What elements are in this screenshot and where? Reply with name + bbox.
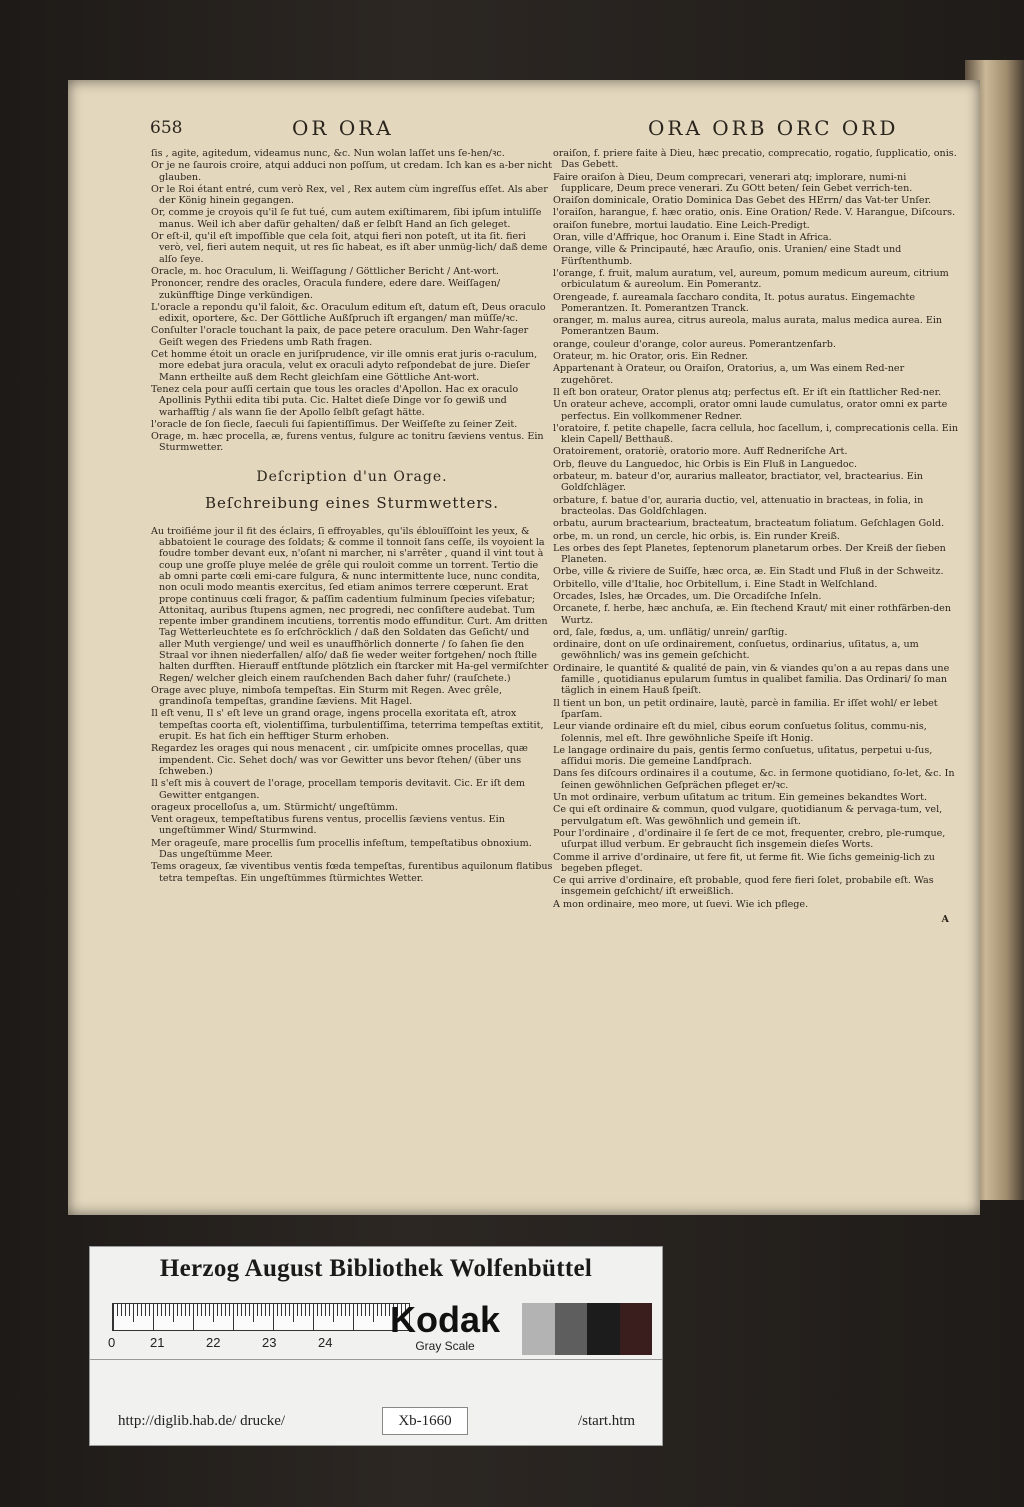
ruler-number: 21 [150,1335,165,1350]
ruler-number: 22 [206,1335,221,1350]
ruler-tick [329,1304,330,1316]
ruler-tick [305,1304,306,1316]
ruler-tick [133,1304,134,1322]
ruler-tick [365,1304,366,1316]
ruler-number: 0 [108,1335,116,1350]
ruler-tick [341,1304,342,1316]
ruler-tick [293,1304,294,1322]
dictionary-entry: l'oraiſon, harangue, f. hæc oratio, onis. Eine Oration/ Rede. V. Harangue, Diſcours. [553,207,956,219]
dictionary-entry: Orage, m. hæc procella, æ, furens ventus, fulgure ac tonitru ſæviens ventus. Ein Sturmwetter. [151,431,544,454]
dictionary-entry: orbatu, aurum bractearium, bracteatum, bracteatum foliatum. Geſchlagen Gold. [553,518,945,530]
ruler-tick [165,1304,166,1316]
dictionary-entry: Or je ne ſaurois croire, atqui adduci non poſſum, ut credam. Ich kan es a-ber nicht glauben. [151,160,553,183]
dictionary-entry: Ordinaire, le quantité & qualité de pain, vin & viandes qu'on a au repas dans une famille , quotidianus epularum ſumtus in qualibet familia. Das Ordinari/ ſo man täglich in einem Hauß ſpeiſt. [553,662,950,697]
dictionary-entry: Il tient un bon, un petit ordinaire, lautè, parcè in familia. Er iſſet wohl/ er lebet ſparſam. [553,697,938,720]
ruler-tick [213,1304,214,1322]
dictionary-entry: Cet homme étoit un oracle en juriſprudence, vir ille omnis erat juris o-raculum, more edebat jura oracula, velut ex oraculi adyto reſpondebat de jure. Dieſer Mann ertheilte auß dem Recht gleichſam eine Göttliche Ant-wort. [151,349,538,383]
running-head-right: ORA ORB ORC ORD [648,116,899,140]
ruler-tick [301,1304,302,1316]
dictionary-entry: Ce qui eſt ordinaire & commun, quod vulgare, quotidianum & pervaga-tum, vel, pervulgatum eſt. Was gewöhnlich und gemein iſt. [553,804,943,827]
dictionary-entry: Orengeade, f. aureamala ſaccharo condita, It. potus auratus. Eingemachte Pomerantzen. It. Pomerantzen Tranck. [553,291,916,314]
ruler-tick [233,1304,234,1330]
gray-patch [555,1303,588,1355]
library-target-card [89,1246,663,1446]
dictionary-entry: L'oracle a repondu qu'il faloit, &c. Oraculum editum eſt, datum eſt, Deus oraculo edixit, oportere, &c. Der Göttliche Außſpruch iſt ergangen/ man müſſe/ꝛc. [151,301,546,325]
dictionary-entry: Vent orageux, tempeſtatibus furens ventus, procellis ſæviens ventus. Ein ungeſtümmer Wind/ Sturmwind. [151,814,505,837]
dictionary-entry: orange, couleur d'orange, color aureus. Pomerantzenfarb. [553,338,836,350]
ruler-tick [121,1304,122,1316]
ruler-tick [289,1304,290,1316]
ruler-tick [357,1304,358,1316]
ruler-tick [337,1304,338,1316]
ruler-scale [112,1303,410,1331]
ruler-tick [333,1304,334,1322]
ruler-tick [361,1304,362,1316]
dictionary-entry: oraiſon funebre, mortui laudatio. Eine Leich-Predigt. [553,219,810,231]
dictionary-entry: Prononcer, rendre des oracles, Oracula fundere, edere dare. Weiſſagen/ zukünfftige Dinge verkündigen. [151,278,501,301]
right-column [553,148,959,925]
ruler-tick [225,1304,226,1316]
ruler-tick [261,1304,262,1316]
ruler-tick [145,1304,146,1316]
dictionary-entry: oraiſon, f. priere faite à Dieu, hæc precatio, comprecatio, rogatio, ſupplicatio, onis. Das Gebett. [553,148,957,171]
card-divider [90,1359,662,1360]
dictionary-entry: Appartenant à Orateur, ou Oraiſon, Oratorius, a, um Was einem Red-ner zugehöret. [553,363,905,386]
ruler-tick [313,1304,314,1330]
dictionary-entry: Orbe, ville & riviere de Suiſſe, hæc orca, æ. Ein Stadt und Fluß in der Schweitz. [553,566,944,578]
ruler-tick [273,1304,274,1330]
running-header [68,116,980,146]
ruler-tick [189,1304,190,1316]
ruler-tick [177,1304,178,1316]
ruler-tick [205,1304,206,1316]
dictionary-entry: l'oracle de ſon ſiecle, ſaeculi ſui ſapientiſſimus. Der Weiſſeſte zu ſeiner Zeit. [151,418,518,430]
book-page [68,80,980,1215]
ruler-tick [257,1304,258,1316]
dictionary-entry: Tems orageux, ſæ viventibus ventis fœda tempeſtas, furentibus aquilonum flatibus tetra tempeſtas. Ein ungeſtümmes ſtürmichtes Wetter. [151,861,553,884]
ruler-tick [253,1304,254,1322]
dictionary-entry: l'orange, f. fruit, malum auratum, vel, aureum, pomum medicum aureum, citrium orbiculatum & aureolum. Ein Pomerantz. [553,267,949,291]
dictionary-entry: Un orateur acheve, accompli, orator omni laude cumulatus, orator omni ex parte perfectus. Ein vollkommener Redner. [553,399,948,422]
dictionary-entry: Or le Roi étant entré, cum verò Rex, vel , Rex autem cùm ingreſſus eſſet. Als aber der König hinein gegangen. [151,183,548,207]
dictionary-entry: Les orbes des ſept Planetes, ſeptenorum planetarum orbes. Der Kreiß der ſieben Planeten. [553,542,946,566]
ruler-tick [269,1304,270,1316]
ruler-tick [241,1304,242,1316]
dictionary-entry: Il eſt bon orateur, Orator plenus atq; perfectus eſt. Er iſt ein ſtattlicher Red-ner. [553,386,942,398]
ruler-tick [309,1304,310,1316]
dictionary-entry: Or eſt-il, qu'il eſt impoſſible que cela ſoit, atqui fieri non poteſt, ut ita ſit. fieri verò, vel, fieri autem nequit, ut res ſic habeat, es iſt aber unmüg-lich/ daß deme alſo ſeye. [151,231,548,265]
ruler-tick [345,1304,346,1316]
left-entries [151,148,553,454]
ruler-tick [237,1304,238,1316]
signature-mark: A [941,914,949,925]
gray-patch [522,1303,555,1355]
ruler-tick [125,1304,126,1316]
page-number: 658 [150,118,183,138]
dictionary-entry: orbature, f. batue d'or, auraria ductio, vel, attenuatio in bracteas, in folia, in bracteolas. Das Goldſchlagen. [553,494,924,517]
ruler-tick [113,1304,114,1330]
dictionary-entry: Un mot ordinaire, verbum uſitatum ac tritum. Ein gemeines bekandtes Wort. [553,792,928,804]
ruler-tick [349,1304,350,1316]
dictionary-entry: Il eſt venu, Il s' eſt leve un grand orage, ingens procella exoritata eſt, atrox tempeſtas coorta eſt, violentiſſima, turbulentiſſima, teterrima tempeſtas extitit, erupit. Es hat ſich ein hefftiger Sturm erhoben. [151,708,544,743]
dictionary-entry: Comme il arrive d'ordinaire, ut fere fit, ut ferme fit. Wie ſichs gemeinig-lich zu begeben pfleget. [553,851,935,874]
ruler-tick [157,1304,158,1316]
dictionary-entry: Pour l'ordinaire , d'ordinaire il ſe ſert de ce mot, frequenter, crebro, ple-rumque, uſurpat illud verbum. Er gebraucht ſich insgemein dieſes Worts. [553,827,946,851]
dictionary-entry: Oran, ville d'Affrique, hoc Oranum i. Eine Stadt in Africa. [553,232,832,244]
dictionary-entry: orageux procelloſus a, um. Stürmicht/ ungeſtümm. [151,801,398,813]
left-column [151,148,553,885]
gray-scale-label: Gray Scale [415,1339,475,1353]
dictionary-entry: Orbitello, ville d'Italie, hoc Orbitellum, i. Eine Stadt in Welſchland. [553,578,878,590]
running-head-left: OR ORA [292,116,394,140]
ruler-tick [245,1304,246,1316]
dictionary-entry: Dans ſes diſcours ordinaires il a coutume, &c. in ſermone quotidiano, ſo-let, &c. In ſeinen gewöhnlichen Geſprächen pfleget er/ꝛc. [553,768,955,791]
dictionary-entry: Ce qui arrive d'ordinaire, eſt probable, quod fere fieri ſolet, probabile eſt. Was insgemein geſchicht/ iſt erweißlich. [553,875,934,898]
ruler-tick [201,1304,202,1316]
shelfmark: Xb-1660 [382,1407,468,1435]
measurement-ruler [108,1303,408,1355]
section-subtitle: Beſchreibung eines Sturmwetters. [205,493,499,512]
ruler-tick [141,1304,142,1316]
dictionary-entry: Il s'eſt mis à couvert de l'orage, procellam temporis devitavit. Cic. Er iſt dem Gewitter entgangen. [151,778,526,801]
dictionary-entry: ord, ſale, fœdus, a, um. unflätig/ unrein/ garſtig. [553,626,788,638]
ruler-tick [153,1304,154,1330]
ruler-tick [169,1304,170,1316]
ruler-tick [325,1304,326,1316]
dictionary-entry: Orage avec pluye, nimboſa tempeſtas. Ein Sturm mit Regen. Avec grêle, grandinoſa tempeſtas, grandine ſæviens. Mit Hagel. [151,684,503,708]
dictionary-entry: Le langage ordinaire du pais, gentis ſermo conſuetus, uſitatus, perpetui u-ſus, aſſidui moris. Die gemeine Landſprach. [553,744,933,768]
ruler-tick [193,1304,194,1330]
gray-scale-swatch [522,1303,652,1355]
ruler-tick [285,1304,286,1316]
ruler-tick [317,1304,318,1316]
ruler-tick [117,1304,118,1316]
dictionary-entry: ſis , agite, agitedum, videamus nunc, &c. Nun wolan laſſet uns ſe-hen/ꝛc. [151,148,505,159]
dictionary-entry: Tenez cela pour auſſi certain que tous les oracles d'Apollon. Hac ex oraculo Apollinis Pythii edita tibi puta. Cic. Haltet dieſe Dinge vor ſo gewiß und warhafftig / als wann ſie der Apollo ſelbſt geſagt hätte. [151,383,519,418]
ruler-tick [217,1304,218,1316]
ruler-tick [249,1304,250,1316]
section-title: Deſcription d'un Orage. [256,468,448,485]
ruler-tick [353,1304,354,1330]
dictionary-entry: Orateur, m. hic Orator, oris. Ein Redner. [553,351,749,363]
gray-patch [587,1303,620,1355]
dictionary-entry: Oratoirement, oratoriè, oratorio more. Auff Redneriſche Art. [553,446,848,458]
dictionary-entry: Conſulter l'oracle touchant la paix, de pace petere oraculum. Den Wahr-ſager Geiſt wegen des Friedens umb Rath fragen. [151,325,529,348]
ruler-tick [149,1304,150,1316]
start-page-path: /start.htm [578,1413,636,1429]
ruler-tick [281,1304,282,1316]
ruler-tick [181,1304,182,1316]
gray-patch [620,1303,653,1355]
ruler-tick [197,1304,198,1316]
kodak-logo: Kodak [389,1299,501,1340]
ruler-tick [173,1304,174,1322]
ruler-tick [137,1304,138,1316]
dictionary-entry: A mon ordinaire, meo more, ut ſuevi. Wie ich pflege. [553,898,809,910]
ruler-tick [161,1304,162,1316]
ruler-tick [265,1304,266,1316]
ruler-number: 23 [262,1335,277,1350]
ruler-tick [277,1304,278,1316]
digital-library-url: http://diglib.hab.de/ drucke/ [118,1413,286,1429]
dictionary-entry: Oraiſon dominicale, Oratio Dominica Das Gebet des HErrn/ das Vat-ter Unſer. [553,195,932,207]
dictionary-entry: Leur viande ordinaire eſt du miel, cibus eorum conſuetus ſolitus, commu-nis, ſolennis, mel eſt. Ihre gewöhnliche Speiſe iſt Honig. [553,721,927,744]
dictionary-entry: Orange, ville & Principauté, hæc Arauſio, onis. Uranien/ eine Stadt und Fürſtenthumb. [553,244,902,267]
ruler-tick [129,1304,130,1316]
dictionary-entry: Or, comme je croyois qu'il ſe fut tué, cum autem exiſtimarem, ſibi ipſum intuliſſe manus. Weil ich aber dafür gehalten/ daß er ſelbſt Hand an ſich geleget. [151,207,542,230]
dictionary-entry: Oracle, m. hoc Oraculum, li. Weiſſagung / Göttlicher Bericht / Ant-wort. [151,265,499,277]
right-entries [553,148,959,910]
ruler-tick [321,1304,322,1316]
dictionary-entry: orbe, m. un rond, un cercle, hic orbis, is. Ein runder Kreiß. [553,530,840,542]
dictionary-entry: Au troiſiéme jour il fit des éclairs, ſi effroyables, qu'ils éblouïſſoint les yeux, & abbatoient le courage des ſoldats; & comme il tonnoit ſans ceſſe, ils voyoient la foudre tomber devant eux, n'oſant ni marcher, ni s'arrêter , quand il vint tout à coup une groſſe pluye melée de grêle qui rouloit comme un torrent. Tertio die ab omni parte cœli emi-care fulgura, & nunc intermittente luce, nunc condita, non oculi modo meantis exercitus, ſed etiam animos terrere cœperunt. Erat prope continuus cœli fragor, & paſſim cadentium fulminum ſpecies viſebatur; Attonitaq, auribus ſtupens agmen, nec progredi, nec conſiſtere audebat. Tum repente imber grandinem incutiens, torrentis modo effunditur. Curt. Am dritten Tag Wetterleuchtete es ſo erſchröcklich / daß den Soldaten das Geſicht/ und aller Muth vergienge/ und weil es unauffhörlich donnerte / ſo ſahen ſie den Straal vor ihnen niederfallen/ alſo/ daß ſie weder weiter fortgehen/ noch ſtille halten durfften. Hierauff entſtunde plötzlich ein ſtarcker mit Ha-gel vermiſchter Regen/ welcher gleich einem rauſchenden Bach daher fuhr/ (rauſchete.) [151,525,549,684]
ruler-tick [185,1304,186,1316]
dictionary-entry: Faire oraiſon à Dieu, Deum comprecari, venerari atq; implorare, numi-ni ſupplicare, Deum prece venerari. Zu GOtt beten/ ſein Gebet verrich-ten. [553,171,913,194]
ruler-tick [221,1304,222,1316]
dictionary-entry: Orb, fleuve du Languedoc, hic Orbis is Ein Fluß in Languedoc. [553,458,858,470]
dictionary-entry: Mer orageuſe, mare procellis ſum procellis infeſtum, tempeſtatibus obnoxium. Das ungeſtümme Meer. [151,837,532,861]
library-name: Herzog August Bibliothek Wolfenbüttel [159,1255,593,1282]
ruler-tick [369,1304,370,1316]
ruler-tick [377,1304,378,1316]
ruler-tick [373,1304,374,1322]
left-entries-after [151,526,553,884]
dictionary-entry: Orcanete, f. herbe, hæc anchuſa, æ. Ein ſtechend Kraut/ mit einer rothfärben-den Wurtz. [553,603,952,626]
dictionary-entry: Regardez les orages qui nous menacent , cir. umſpicite omnes procellas, quæ impendent. Cic. Sehet doch/ was vor Gewitter uns bevor ſtehen/ (über uns ſchweben.) [151,743,528,777]
ruler-number: 24 [318,1335,333,1350]
ruler-tick [209,1304,210,1316]
dictionary-entry: oranger, m. malus aurea, citrus aureola, malus aurata, malus medica aurea. Ein Pomerantzen Baum. [553,315,943,338]
ruler-tick [229,1304,230,1316]
dictionary-entry: Orcades, Isles, hæ Orcades, um. Die Orcadiſche Inſeln. [553,590,822,602]
dictionary-entry: ordinaire, dont on uſe ordinairement, conſuetus, ordinarius, uſitatus, a, um gewöhnlich/ was ins gemein geſchicht. [553,639,919,662]
ruler-tick [297,1304,298,1316]
dictionary-entry: l'oratoire, f. petite chapelle, ſacra cellula, hoc ſacellum, i, comprecationis cella. Ein klein Capell/ Betthauß. [553,422,959,446]
dictionary-entry: orbateur, m. bateur d'or, aurarius malleator, bractiator, vel, bractearius. Ein Goldſchläger. [553,471,923,494]
